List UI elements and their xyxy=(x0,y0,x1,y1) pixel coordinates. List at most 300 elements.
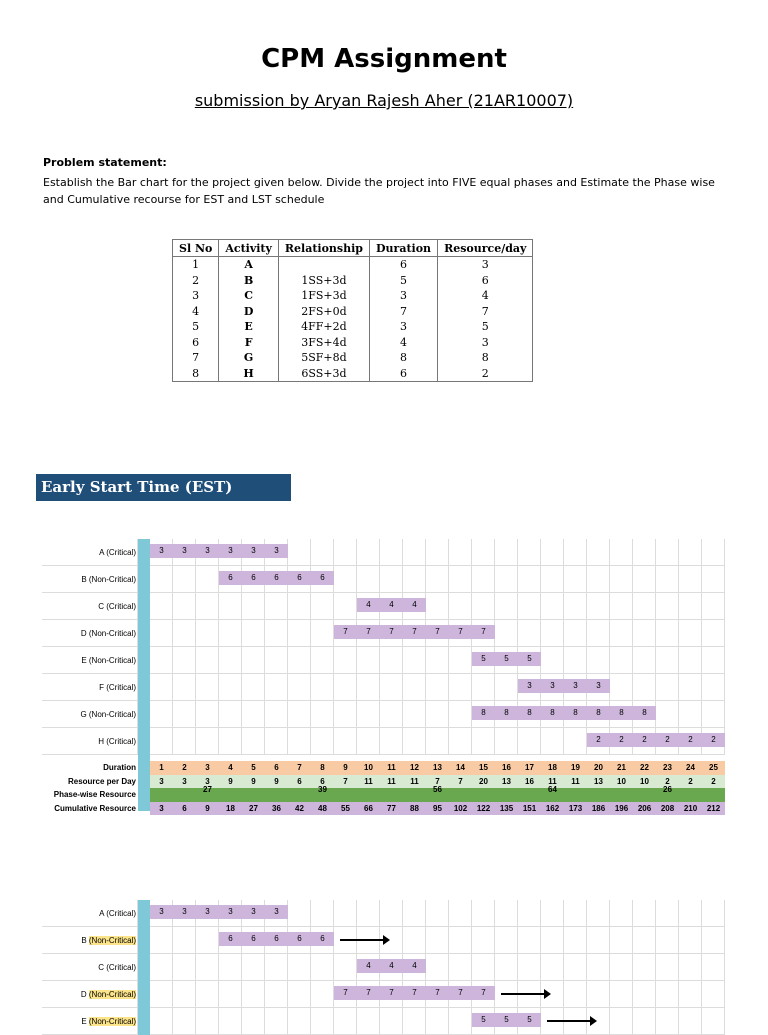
summary-cell: 16 xyxy=(495,761,518,775)
grid-cell xyxy=(518,927,541,954)
grid-cell xyxy=(219,674,242,701)
table-cell: 5SF+8d xyxy=(278,350,369,366)
grid-cell xyxy=(380,1008,403,1035)
phase-value: 39 xyxy=(318,785,327,794)
bar-cell: 6 xyxy=(265,571,288,585)
grid-cell xyxy=(679,593,702,620)
grid-cell xyxy=(334,593,357,620)
bar-cell: 7 xyxy=(403,625,426,639)
grid-cell xyxy=(242,701,265,728)
grid-cell xyxy=(311,539,334,566)
summary-label: Duration xyxy=(103,763,136,772)
summary-cell: 7 xyxy=(426,775,449,789)
grid-cell xyxy=(702,620,725,647)
grid-cell xyxy=(357,1008,380,1035)
table-cell: F xyxy=(219,335,279,351)
table-header: Activity xyxy=(219,240,279,257)
grid-cell xyxy=(472,900,495,927)
bar-cell: 3 xyxy=(219,905,242,919)
bar-cell: 4 xyxy=(380,598,403,612)
activity-label: H (Critical) xyxy=(98,737,136,746)
bar-cell: 2 xyxy=(610,733,633,747)
summary-cell: 88 xyxy=(403,802,426,816)
grid-cell xyxy=(633,539,656,566)
activity-label-text: B xyxy=(81,936,89,945)
grid-cell xyxy=(679,674,702,701)
time-axis-strip xyxy=(138,900,150,1035)
delay-arrow xyxy=(547,1020,595,1022)
bar-cell: 3 xyxy=(587,679,610,693)
grid-cell xyxy=(334,539,357,566)
grid-cell xyxy=(265,647,288,674)
table-cell: 3FS+4d xyxy=(278,335,369,351)
grid-cell xyxy=(380,701,403,728)
table-header: Relationship xyxy=(278,240,369,257)
grid-cell xyxy=(288,900,311,927)
activity-label xyxy=(42,963,136,972)
grid-cell xyxy=(426,728,449,755)
bar-cell: 6 xyxy=(288,571,311,585)
grid-cell xyxy=(702,927,725,954)
grid-cell xyxy=(679,927,702,954)
table-row xyxy=(173,350,533,366)
grid-cell xyxy=(633,620,656,647)
summary-cell: 11 xyxy=(564,775,587,789)
bar-cell: 8 xyxy=(495,706,518,720)
table-row xyxy=(173,319,533,335)
grid-cell xyxy=(633,1008,656,1035)
summary-cell: 10 xyxy=(610,775,633,789)
summary-cell: 11 xyxy=(380,761,403,775)
summary-cell: 77 xyxy=(380,802,403,816)
grid-cell xyxy=(196,728,219,755)
table-header: Sl No xyxy=(173,240,219,257)
activity-label: F (Critical) xyxy=(99,683,136,692)
table-cell: 5 xyxy=(438,319,533,335)
grid-cell xyxy=(357,647,380,674)
summary-cell: 12 xyxy=(403,761,426,775)
summary-cell: 21 xyxy=(610,761,633,775)
grid-cell xyxy=(610,927,633,954)
grid-cell xyxy=(426,927,449,954)
grid-cell xyxy=(679,900,702,927)
grid-cell xyxy=(656,900,679,927)
summary-cell: 48 xyxy=(311,802,334,816)
grid-cell xyxy=(495,674,518,701)
problem-heading: Problem statement: xyxy=(43,156,167,169)
grid-cell xyxy=(610,593,633,620)
grid-cell xyxy=(265,593,288,620)
summary-cell: 6 xyxy=(173,802,196,816)
grid-cell xyxy=(426,647,449,674)
grid-cell xyxy=(334,728,357,755)
activity-label xyxy=(42,936,136,945)
summary-cell: 9 xyxy=(265,775,288,789)
grid-cell xyxy=(656,981,679,1008)
grid-cell xyxy=(311,593,334,620)
grid-cell xyxy=(610,647,633,674)
activity-label: E (Non-Critical) xyxy=(81,656,136,665)
summary-cell: 14 xyxy=(449,761,472,775)
grid-cell xyxy=(518,954,541,981)
table-cell: D xyxy=(219,304,279,320)
table-cell: B xyxy=(219,273,279,289)
grid-cell xyxy=(265,728,288,755)
activity-label xyxy=(42,1017,136,1026)
grid-cell xyxy=(656,539,679,566)
bar-cell: 7 xyxy=(426,986,449,1000)
bar-cell: 3 xyxy=(265,544,288,558)
grid-cell xyxy=(449,566,472,593)
summary-cell: 27 xyxy=(242,802,265,816)
table-row xyxy=(173,273,533,289)
grid-cell xyxy=(449,1008,472,1035)
grid-cell xyxy=(288,674,311,701)
grid-cell xyxy=(564,728,587,755)
table-cell xyxy=(278,257,369,273)
grid-cell xyxy=(150,674,173,701)
grid-cell xyxy=(679,647,702,674)
grid-cell xyxy=(334,701,357,728)
summary-cell: 9 xyxy=(242,775,265,789)
summary-cell: 10 xyxy=(633,775,656,789)
summary-cell: 16 xyxy=(518,775,541,789)
summary-cell: 3 xyxy=(196,775,219,789)
bar-cell: 8 xyxy=(472,706,495,720)
summary-cell: 20 xyxy=(472,775,495,789)
grid-cell xyxy=(242,620,265,647)
grid-cell xyxy=(150,701,173,728)
bar-cell: 6 xyxy=(219,571,242,585)
bar-cell: 8 xyxy=(633,706,656,720)
grid-cell xyxy=(311,728,334,755)
table-header: Resource/day xyxy=(438,240,533,257)
grid-cell xyxy=(610,900,633,927)
activity-label-text: D xyxy=(80,990,89,999)
grid-cell xyxy=(196,647,219,674)
bar-cell: 3 xyxy=(564,679,587,693)
grid-cell xyxy=(219,593,242,620)
grid-cell xyxy=(541,539,564,566)
summary-cell: 6 xyxy=(265,761,288,775)
summary-cell: 13 xyxy=(426,761,449,775)
table-cell: 5 xyxy=(173,319,219,335)
bar-cell: 5 xyxy=(518,652,541,666)
grid-cell xyxy=(449,900,472,927)
table-cell: 3 xyxy=(438,257,533,273)
bar-cell: 4 xyxy=(403,598,426,612)
summary-cell: 9 xyxy=(196,802,219,816)
table-cell: 6 xyxy=(370,366,438,382)
summary-cell: 196 xyxy=(610,802,633,816)
grid-cell xyxy=(173,701,196,728)
grid-cell xyxy=(702,981,725,1008)
grid-cell xyxy=(449,539,472,566)
grid-cell xyxy=(150,593,173,620)
grid-cell xyxy=(403,900,426,927)
grid-cell xyxy=(150,1008,173,1035)
summary-cell: 122 xyxy=(472,802,495,816)
activity-table xyxy=(172,239,533,382)
activity-label-text: A (Critical) xyxy=(99,909,136,918)
bar-cell: 7 xyxy=(380,986,403,1000)
summary-cell: 8 xyxy=(311,761,334,775)
table-row xyxy=(173,288,533,304)
summary-cell: 15 xyxy=(472,761,495,775)
time-axis-strip xyxy=(138,539,150,811)
bar-cell: 3 xyxy=(219,544,242,558)
grid-cell xyxy=(334,954,357,981)
summary-cell: 20 xyxy=(587,761,610,775)
grid-cell xyxy=(587,981,610,1008)
summary-cell: 173 xyxy=(564,802,587,816)
grid-cell xyxy=(633,900,656,927)
table-cell: 8 xyxy=(370,350,438,366)
bar-cell: 7 xyxy=(426,625,449,639)
summary-cell: 11 xyxy=(403,775,426,789)
grid-cell xyxy=(173,620,196,647)
bar-cell: 7 xyxy=(357,625,380,639)
activity-label xyxy=(42,909,136,918)
grid-cell xyxy=(173,728,196,755)
grid-cell xyxy=(679,539,702,566)
bar-cell: 5 xyxy=(495,652,518,666)
grid-cell xyxy=(311,701,334,728)
summary-cell: 2 xyxy=(656,775,679,789)
summary-cell: 23 xyxy=(656,761,679,775)
summary-cell: 212 xyxy=(702,802,725,816)
grid-cell xyxy=(196,674,219,701)
grid-cell xyxy=(311,674,334,701)
bar-cell: 3 xyxy=(173,544,196,558)
grid-cell xyxy=(449,954,472,981)
table-cell: 3 xyxy=(370,319,438,335)
grid-cell xyxy=(587,927,610,954)
table-cell: 6 xyxy=(173,335,219,351)
grid-cell xyxy=(380,674,403,701)
grid-cell xyxy=(472,539,495,566)
summary-cell: 2 xyxy=(702,775,725,789)
grid-cell xyxy=(633,927,656,954)
summary-cell: 3 xyxy=(150,802,173,816)
grid-cell xyxy=(380,566,403,593)
grid-cell xyxy=(518,566,541,593)
table-cell: 2FS+0d xyxy=(278,304,369,320)
summary-cell: 7 xyxy=(449,775,472,789)
grid-cell xyxy=(495,566,518,593)
grid-cell xyxy=(656,701,679,728)
bar-cell: 3 xyxy=(242,544,265,558)
bar-cell: 4 xyxy=(357,959,380,973)
grid-cell xyxy=(633,954,656,981)
grid-cell xyxy=(541,593,564,620)
grid-cell xyxy=(380,539,403,566)
table-cell: 6SS+3d xyxy=(278,366,369,382)
est-section-title: Early Start Time (EST) Schedule xyxy=(36,474,291,501)
grid-cell xyxy=(610,620,633,647)
grid-cell xyxy=(173,593,196,620)
phase-value: 27 xyxy=(203,785,212,794)
grid-cell xyxy=(633,593,656,620)
table-cell: 7 xyxy=(173,350,219,366)
grid-cell xyxy=(633,981,656,1008)
grid-cell xyxy=(656,620,679,647)
grid-cell xyxy=(150,927,173,954)
grid-cell xyxy=(472,728,495,755)
activity-label-text: E xyxy=(81,1017,89,1026)
grid-cell xyxy=(196,593,219,620)
summary-cell: 7 xyxy=(334,775,357,789)
highlighted-label: (Non-Critical) xyxy=(88,936,136,945)
grid-cell xyxy=(702,539,725,566)
table-cell: C xyxy=(219,288,279,304)
grid-cell xyxy=(472,593,495,620)
grid-cell xyxy=(403,647,426,674)
grid-cell xyxy=(679,954,702,981)
grid-cell xyxy=(564,539,587,566)
table-row xyxy=(173,304,533,320)
bar-cell: 8 xyxy=(518,706,541,720)
summary-cell: 55 xyxy=(334,802,357,816)
grid-cell xyxy=(541,900,564,927)
bar-cell: 2 xyxy=(702,733,725,747)
bar-cell: 6 xyxy=(242,932,265,946)
grid-cell xyxy=(288,593,311,620)
grid-cell xyxy=(219,954,242,981)
grid-cell xyxy=(173,954,196,981)
bar-cell: 5 xyxy=(472,1013,495,1027)
grid-cell xyxy=(173,981,196,1008)
table-cell: 4 xyxy=(370,335,438,351)
grid-cell xyxy=(656,927,679,954)
grid-cell xyxy=(426,674,449,701)
bar-cell: 7 xyxy=(334,625,357,639)
grid-cell xyxy=(357,701,380,728)
grid-cell xyxy=(173,647,196,674)
bar-cell: 6 xyxy=(288,932,311,946)
bar-cell: 8 xyxy=(564,706,587,720)
page-subtitle: submission by Aryan Rajesh Aher (21AR10007) xyxy=(194,91,574,110)
grid-cell xyxy=(288,539,311,566)
grid-cell xyxy=(610,981,633,1008)
delay-arrow xyxy=(340,939,388,941)
table-cell: 5 xyxy=(370,273,438,289)
grid-cell xyxy=(219,728,242,755)
grid-cell xyxy=(495,539,518,566)
grid-cell xyxy=(564,900,587,927)
grid-cell xyxy=(587,954,610,981)
grid-cell xyxy=(265,674,288,701)
summary-cell: 208 xyxy=(656,802,679,816)
summary-cell: 6 xyxy=(311,775,334,789)
grid-cell xyxy=(334,900,357,927)
grid-cell xyxy=(541,620,564,647)
grid-cell xyxy=(380,728,403,755)
grid-cell xyxy=(564,927,587,954)
grid-cell xyxy=(702,674,725,701)
grid-cell xyxy=(242,728,265,755)
table-cell: 6 xyxy=(370,257,438,273)
summary-cell: 18 xyxy=(219,802,242,816)
summary-cell: 3 xyxy=(196,761,219,775)
summary-cell: 186 xyxy=(587,802,610,816)
summary-cell: 151 xyxy=(518,802,541,816)
grid-cell xyxy=(679,1008,702,1035)
problem-body: Establish the Bar chart for the project given below. Divide the project into FIVE equal phases and Estimate the Phase wise and Cumulative recourse for EST and LST schedule xyxy=(43,176,715,206)
grid-cell xyxy=(472,566,495,593)
grid-cell xyxy=(403,674,426,701)
table-cell: G xyxy=(219,350,279,366)
summary-cell: 4 xyxy=(219,761,242,775)
summary-cell: 66 xyxy=(357,802,380,816)
grid-cell xyxy=(472,674,495,701)
grid-cell xyxy=(541,927,564,954)
table-cell: 6 xyxy=(438,273,533,289)
grid-cell xyxy=(288,620,311,647)
grid-cell xyxy=(426,593,449,620)
grid-cell xyxy=(679,566,702,593)
table-row xyxy=(173,335,533,351)
activity-label: C (Critical) xyxy=(98,602,136,611)
summary-cell: 2 xyxy=(679,775,702,789)
bar-cell: 8 xyxy=(587,706,610,720)
grid-cell xyxy=(610,954,633,981)
table-cell: 2 xyxy=(438,366,533,382)
grid-cell xyxy=(656,1008,679,1035)
activity-label: D (Non-Critical) xyxy=(80,629,136,638)
grid-cell xyxy=(196,954,219,981)
bar-cell: 6 xyxy=(311,571,334,585)
grid-cell xyxy=(173,1008,196,1035)
grid-cell xyxy=(196,566,219,593)
grid-cell xyxy=(564,566,587,593)
bar-cell: 7 xyxy=(403,986,426,1000)
grid-cell xyxy=(541,954,564,981)
grid-cell xyxy=(403,539,426,566)
grid-cell xyxy=(288,1008,311,1035)
summary-cell: 3 xyxy=(150,775,173,789)
grid-cell xyxy=(357,674,380,701)
grid-cell xyxy=(219,1008,242,1035)
bar-cell: 4 xyxy=(380,959,403,973)
grid-cell xyxy=(426,954,449,981)
grid-cell xyxy=(587,566,610,593)
grid-cell xyxy=(449,927,472,954)
grid-cell xyxy=(702,566,725,593)
grid-cell xyxy=(587,620,610,647)
grid-cell xyxy=(288,954,311,981)
grid-cell xyxy=(541,647,564,674)
bar-cell: 6 xyxy=(265,932,288,946)
grid-cell xyxy=(288,981,311,1008)
grid-cell xyxy=(633,566,656,593)
grid-cell xyxy=(656,674,679,701)
grid-cell xyxy=(656,647,679,674)
summary-label: Resource per Day xyxy=(67,776,136,786)
summary-label: Cumulative Resource xyxy=(54,803,136,813)
summary-cell: 11 xyxy=(541,775,564,789)
table-cell: 8 xyxy=(173,366,219,382)
grid-cell xyxy=(587,593,610,620)
bar-cell: 2 xyxy=(679,733,702,747)
table-cell: 7 xyxy=(370,304,438,320)
delay-arrow xyxy=(501,993,549,995)
table-header: Duration xyxy=(370,240,438,257)
grid-cell xyxy=(564,981,587,1008)
grid-cell xyxy=(311,900,334,927)
bar-cell: 7 xyxy=(334,986,357,1000)
grid-cell xyxy=(311,1008,334,1035)
